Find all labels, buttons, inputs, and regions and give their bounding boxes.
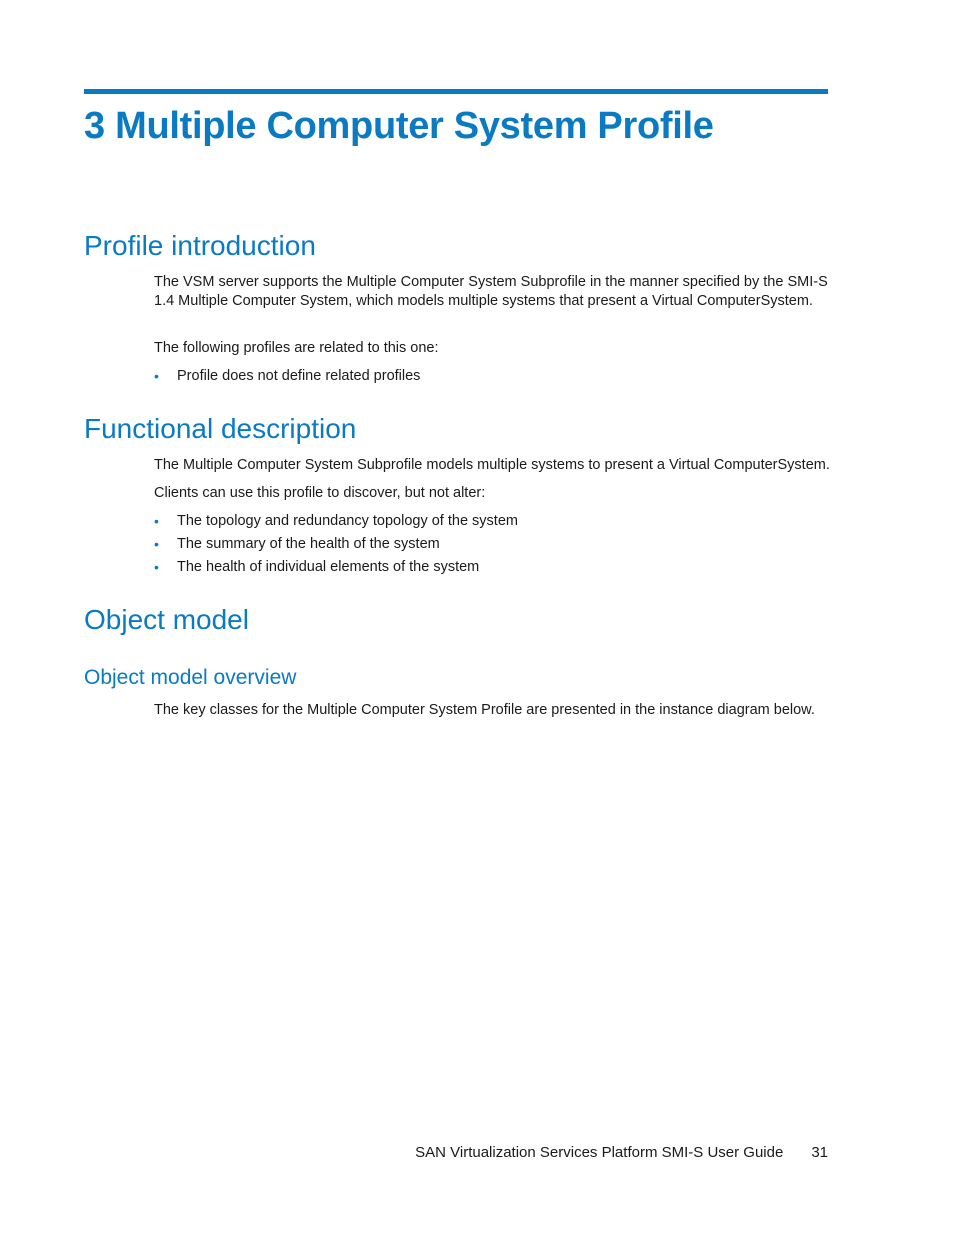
chapter-title: 3 Multiple Computer System Profile <box>84 105 714 147</box>
heading-profile-introduction: Profile introduction <box>84 230 316 261</box>
page-footer <box>300 1142 828 1164</box>
bullet-icon: • <box>154 559 159 575</box>
list-item-text: The health of individual elements of the system <box>177 559 480 575</box>
bullet-icon: • <box>154 536 159 552</box>
list-item <box>154 556 518 579</box>
list-item-text: The topology and redundancy topology of the system <box>177 513 518 529</box>
chapter-top-rule <box>84 89 828 94</box>
heading-object-model-overview: Object model overview <box>84 666 297 689</box>
page-number: 31 <box>811 1144 828 1161</box>
heading-functional-description: Functional description <box>84 413 357 444</box>
bullet-icon: • <box>154 368 159 384</box>
profile-intro-paragraph: The VSM server supports the Multiple Computer System Subprofile in the manner specified by the SMI-S 1.4 Multiple Computer System, which models multiple systems that present a Virtual ComputerSystem. <box>154 274 828 309</box>
list-item-text: Profile does not define related profiles <box>177 368 421 384</box>
related-profiles-paragraph: The following profiles are related to this one: <box>154 340 439 356</box>
related-profiles-list <box>154 365 420 388</box>
footer-guide-title: SAN Virtualization Services Platform SMI-S User Guide <box>415 1144 784 1161</box>
functional-list <box>154 510 518 579</box>
list-item <box>154 365 420 388</box>
clients-paragraph: Clients can use this profile to discover, but not alter: <box>154 485 486 501</box>
list-item <box>154 533 518 556</box>
object-model-overview-paragraph: The key classes for the Multiple Computer System Profile are presented in the instance diagram below. <box>154 702 815 718</box>
bullet-icon: • <box>154 513 159 529</box>
list-item <box>154 510 518 533</box>
heading-object-model: Object model <box>84 604 249 635</box>
list-item-text: The summary of the health of the system <box>177 536 440 552</box>
functional-paragraph: The Multiple Computer System Subprofile models multiple systems to present a Virtual ComputerSystem. <box>154 457 830 473</box>
